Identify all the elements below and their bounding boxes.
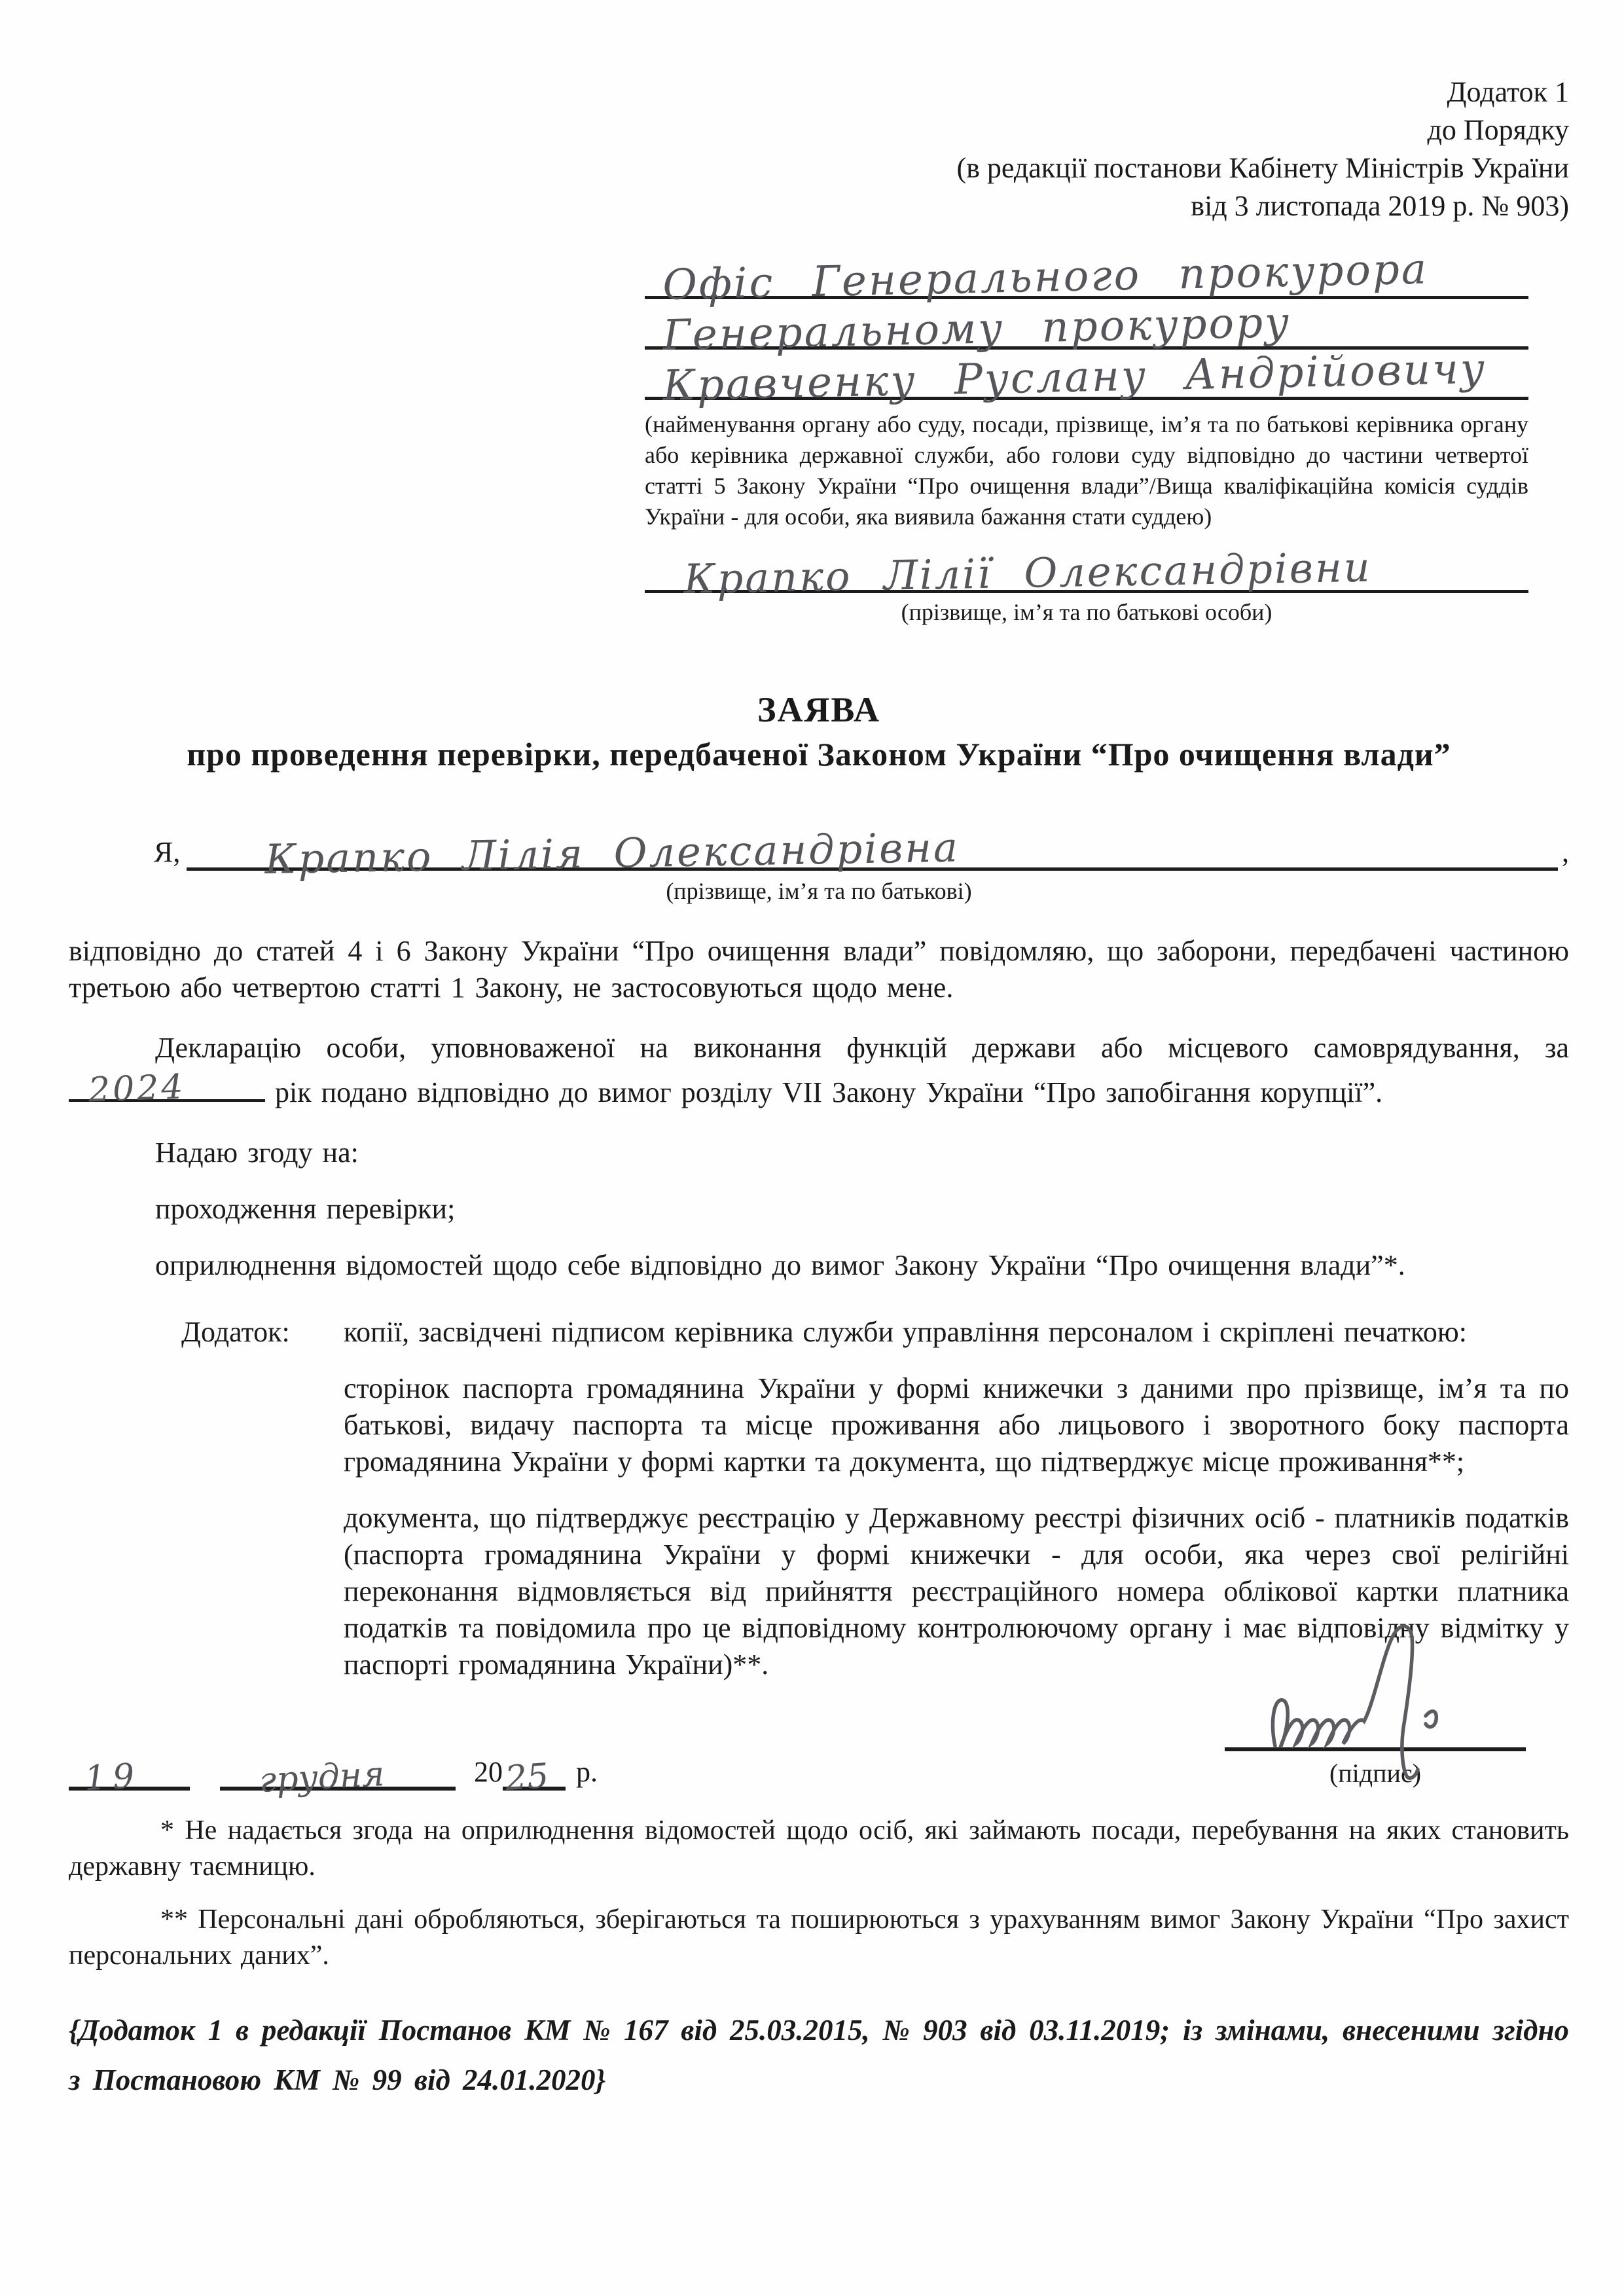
declaration-year-field xyxy=(69,1066,265,1110)
date-month-handwriting: грудня xyxy=(258,1755,386,1800)
date-signature-row xyxy=(69,1721,1569,1800)
applicant-caption: (прізвище, ім’я та по батькові) xyxy=(666,878,972,904)
declaration-text-after: рік подано відповідно до вимог розділу VII Закону України “Про запобігання корупції”. xyxy=(275,1076,1383,1108)
date-day-field xyxy=(69,1747,190,1799)
paragraph-statement: відповідно до статей 4 і 6 Закону України “Про очищення влади” повідомляю, що заборони, передбачені частиною третьою або четвертою статті 1 Закону, не застосовуються щодо мене. xyxy=(69,935,1569,1004)
declaration-year-handwriting: 2024 xyxy=(87,1067,187,1110)
signature-field xyxy=(1225,1721,1526,1751)
applicant-prefix: Я, xyxy=(154,836,181,868)
addressee-handwriting-3: Кравченку Руслану Андрійовичу xyxy=(662,344,1487,410)
document-title: ЗАЯВА xyxy=(757,690,881,729)
title-block xyxy=(69,688,1569,777)
declaration-text-before: Декларацію особи, уповноваженої на виконання функцій держави або місцевого самоврядування, за xyxy=(155,1032,1569,1064)
addressee-person-caption: (прізвище, ім’я та по батькові особи) xyxy=(901,599,1272,625)
revision-note: {Додаток 1 в редакції Постанов КМ № 167 від 25.03.2015, № 903 від 03.11.2019; із змінами, внесеними згідно з Постановою КМ № 99 від 24.01.2020} xyxy=(69,2014,1569,2096)
header-line-date-number: від 3 листопада 2019 р. № 903) xyxy=(1191,190,1569,222)
applicant-name-field xyxy=(187,823,1558,883)
attachment-label: Додаток: xyxy=(181,1316,290,1348)
applicant-line xyxy=(69,823,1569,883)
signature-handwriting-icon xyxy=(1261,1618,1477,1781)
addressee-caption: (найменування органу або суду, посади, прізвище, ім’я та по батькові керівника органу або керівника державної служби, або голови суду відповідно до частини четвертої статті 5 Закону України “Про очищення влади”/Вища кваліфікаційна комісія суддів України - для особи, яка виявила бажання стати суддею) xyxy=(645,411,1528,530)
date-year-printed: 20 xyxy=(474,1756,503,1788)
applicant-trailing-comma: , xyxy=(1562,836,1569,868)
consent-item-check: проходження перевірки; xyxy=(155,1193,456,1225)
header-block xyxy=(69,73,1569,225)
addressee-person-handwriting: Крапко Лілії Олександрівни xyxy=(683,543,1373,603)
date-line xyxy=(69,1747,598,1800)
date-year-field xyxy=(503,1747,566,1799)
consent-item-publication: оприлюднення відомостей щодо себе відповідно до вимог Закону України “Про очищення влади”*. xyxy=(155,1249,1405,1281)
addressee-person-field xyxy=(645,543,1528,603)
addressee-field-1 xyxy=(645,245,1528,310)
signature-caption: (підпис) xyxy=(1329,1758,1422,1788)
consent-intro: Надаю згоду на: xyxy=(155,1137,359,1169)
attachment-intro: копії, засвідчені підписом керівника служби управління персоналом і скріплені печаткою: xyxy=(344,1316,1467,1348)
date-day-handwriting: 19 xyxy=(83,1756,142,1799)
applicant-name-handwriting: Крапко Лілія Олександрівна xyxy=(264,823,960,883)
addressee-field-2 xyxy=(645,298,1528,360)
document-subtitle: про проведення перевірки, передбаченої Законом України “Про очищення влади” xyxy=(187,736,1451,773)
addressee-field-3 xyxy=(645,344,1528,410)
attachment-gap xyxy=(309,1314,344,1683)
date-suffix: р. xyxy=(576,1756,598,1788)
header-line-edition: (в редакції постанови Кабінету Міністрів України xyxy=(956,152,1569,184)
header-line-order: до Порядку xyxy=(1427,114,1569,146)
footnote-personal-data: ** Персональні дані обробляються, зберігаються та поширюються з урахуванням вимог Закону України “Про захист персональних даних”. xyxy=(69,1904,1569,1971)
addressee-handwriting-2: Генеральному прокурору xyxy=(662,298,1291,360)
signature-block xyxy=(1225,1721,1526,1791)
paragraph-declaration xyxy=(69,1030,1569,1111)
addressee-handwriting-1: Офіс Генерального прокурора xyxy=(662,245,1429,310)
addressee-block xyxy=(645,245,1528,628)
date-year-handwriting: 25 xyxy=(503,1756,550,1799)
header-line-appendix: Додаток 1 xyxy=(1447,76,1569,108)
attachment-item-passport: сторінок паспорта громадянина України у формі книжечки з даними про прізвище, ім’я та по батькові, видачу паспорта та місце проживання або лицьового і зворотного боку паспорта громадянина України у формі картки та документа, що підтверджує місце проживання**; xyxy=(344,1372,1569,1478)
date-month-field xyxy=(220,1747,456,1800)
attachment-item-registry: документа, що підтверджує реєстрацію у Державному реєстрі фізичних осіб - платників податків (паспорта громадянина України у формі книжечки - для особи, яка через свої релігійні переконання відмовляється від прийняття реєстраційного номера облікової картки платника податків та повідомила про це відповідному контролюючому органу і має відповідну відмітку у паспорті громадянина України)**. xyxy=(344,1502,1569,1681)
footnote-secrecy: * Не надається згода на оприлюднення відомостей щодо осіб, які займають посади, перебування на яких становить державну таємницю. xyxy=(69,1815,1569,1882)
